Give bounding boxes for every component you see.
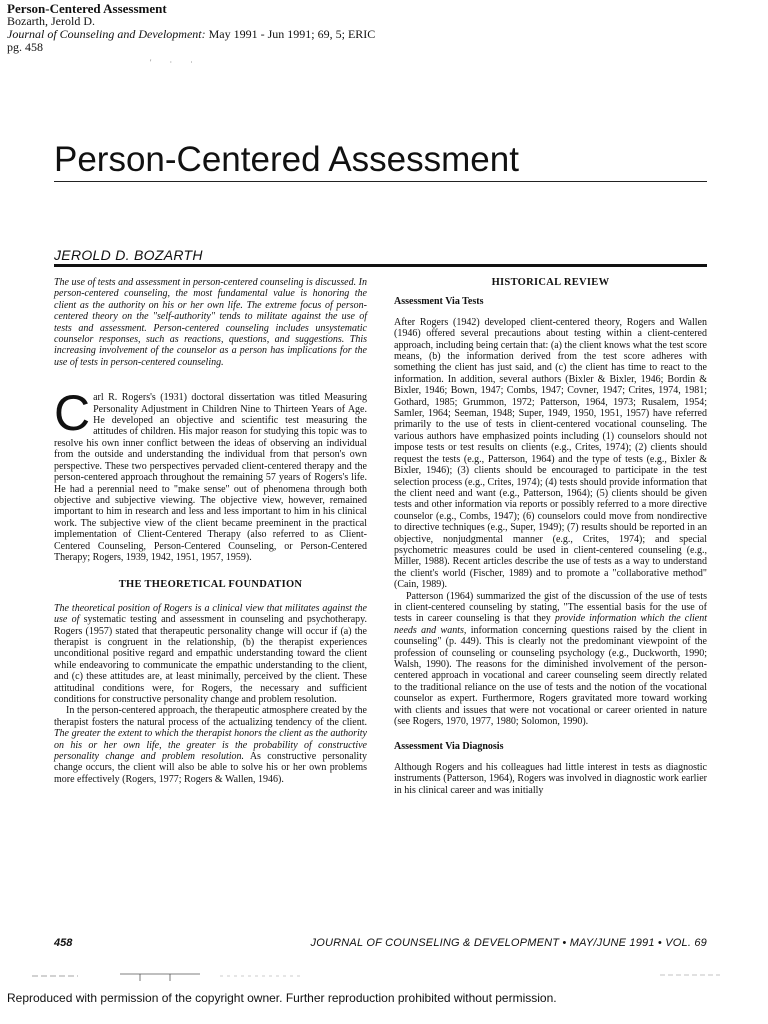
section-heading-history: HISTORICAL REVIEW [491,277,610,288]
subheading-tests: Assessment Via Tests [394,296,484,308]
citation-source [7,28,375,41]
article-author: JEROLD D. BOZARTH [54,247,203,263]
tests-p2-start: Patterson (1964) summarized the gist of the discussion of the use of tests in client-centered counseling by stating, "The essential basis for the use of tests in career counseling is that they [394,590,707,625]
intro-text: arl R. Rogers's (1931) doctoral dissertation was titled Measuring Personality Adjustment in Children Nine to Thirteen Years of Age. He developed an objective and scientific test measuring the attitudes of children. His major reason for studying this topic was to resolve his own inner conflict between the ideas of observing an individual from the outside and understanding the individual from that person's own perspective. These two perspectives pervaded client-centered therapy and the person-centered approach throughout the remaining 57 years of Rogers's life. He had a perennial need to "make sense" out of phenomena through both objective and subjective viewing. The objective view, however, remained important to him in research and less and less important to him in his clinical work. The subjective view of the client became preeminent in the practical implementation of Client-Centered Therapy (also referred to as Client-Centered Counseling, Person-Centered Counseling, or Person-Centered Therapy; Rogers, 1939, 1942, 1951, 1957, 1959). [54,392,367,563]
drop-cap: C [54,385,91,442]
diagnosis-paragraph-1: Although Rogers and his colleagues had little interest in tests as diagnostic instruments (Patterson, 1964), Rogers was involved in diagnostic work earlier in his clinical career and was initially [394,761,707,796]
author-rule [54,264,707,267]
theory-p2-italic: The greater the extent to which the therapist honors the client as the authority on his or her own life, the greater is the probability of constructive personality change and problem resolution. [54,728,367,763]
abstract: The use of tests and assessment in person-centered counseling is discussed. In person-centered counseling, the most fundamental value is honoring the client as the authority on his or her own life. The extreme focus of person-centered theory on the "self-authority" tends to militate against the use of tests and assessment. Person-centered counseling includes unsystematic counselor responses, such as reactions, questions, and suggestions. This increasing involvement of the counselor as a person has implications for the use of tests in person-centered counseling. [54,277,367,368]
intro-paragraph [54,385,367,563]
tests-paragraph-1: After Rogers (1942) developed client-centered theory, Rogers and Wallen (1946) offered several precautions about testing within a client-centered approach, including being certain that: (a) the client knows what the test score means, (b) the information derived from the test score adheres with something the client has just said, and (c) the client has time to react to the information. In addition, several authors (Bixler & Bixler, 1946; Bordin & Bixler, 1946; Bown, 1947; Combs, 1947; Covner, 1947; Crites, 1974, 1981; Gothard, 1985; Grummon, 1972; Patterson, 1964, 1973; Rusalem, 1954; Samler, 1964; Seeman, 1948; Super, 1949, 1950, 1951, 1957) have referred primarily to the use of tests in client-centered vocational counseling. The various authors have emphasized points including (1) counselors should not impose tests or test results on clients (e.g., Crites, 1974); (2) clients should request the tests (e.g., Patterson, 1964) and the type of tests (e.g., Bixler & Bixler, 1946); (3) clients should be encouraged to participate in the test selection process (e.g., Crites, 1974); (4) tests should provide information that the client need and want (e.g., Patterson, 1964); (5) clients should be given tests and other information via reports or possibly referred to a more directive counselor (e.g., Combs, 1947); (6) counselors could move from nondirective to directive techniques (e.g., Super, 1949); (7) results should be reported in an objective, nonjudgmental manner (e.g., Crites, 1974); and special psychometric measures could be used in client-centered counseling (e.g., Miller, 1988). Recent articles describe the use of tests as a way to understand the client's world (Fischer, 1989) and to promote a "collaborative method" (Cain, 1989). [394,316,707,591]
tests-p2-end: information concerning questions raised by the client in counseling" (p. 449). This is clearly not the predominant viewpoint of the profession of counseling or counseling psychology (e.g., Duckworth, 1990; Walsh, 1990). The reasons for the diminished involvement of the person-centered approach in vocational and career counseling seem directly related to the traditional reliance on the use of tests and the notion of the vocational counselor as expert. Furthermore, Rogers gravitated more toward working with clients and issues that were not vocational or career oriented in nature (see Rogers, 1970, 1977, 1980; Solomon, 1990). [394,624,708,728]
citation-page: pg. 458 [7,40,43,54]
citation-title: Person-Centered Assessment [7,1,167,16]
scan-artifact-lines [20,970,748,982]
left-column [54,277,367,785]
citation-author: Bozarth, Jerold D. [7,14,95,28]
title-rule [54,181,707,182]
tests-paragraph-2 [394,591,707,728]
theory-p1-italic: The theoretical position of Rogers is a clinical view that militates against the use of [54,602,367,626]
theory-p2-end: As constructive personality change occurs, the client will also be able to solve his or her own problems more effectively (Rogers, 1977; Rogers & Wallen, 1946). [54,751,367,785]
citation-details: May 1991 - Jun 1991; 69, 5; ERIC [205,27,376,41]
subheading-diagnosis: Assessment Via Diagnosis [394,741,504,753]
right-column [394,277,707,796]
theory-paragraph-1 [54,603,367,706]
section-heading-theory: THE THEORETICAL FOUNDATION [118,579,303,591]
article-title: Person-Centered Assessment [54,140,519,179]
footer-journal-line: JOURNAL OF COUNSELING & DEVELOPMENT • MAY/JUNE 1991 • VOL. 69 [310,937,707,949]
citation-block [7,2,375,54]
tests-p2-italic: provide information which the client needs and wants, [394,613,707,636]
theory-p1-text: systematic testing and assessment in counseling and psychotherapy. Rogers (1957) stated that therapeutic personality change will occur if (a) the therapist is congruent in the relationship, (b) the therapist experiences unconditional positive regard and empathic understanding toward the client while endeavoring to communicate the empathic understanding to the client, and (c) these attitudes are, at least minimally, perceived by the client. These attitudinal conditions were, for Rogers, the necessary and sufficient conditions for constructive personality change and problem resolution. [54,614,368,705]
theory-p2-start: In the person-centered approach, the therapeutic atmosphere created by the therapist fosters the natural process of the actualizing tendency of the client. [54,705,367,728]
scan-specks: ' · · [150,58,201,67]
reproduction-notice: Reproduced with permission of the copyright owner. Further reproduction prohibited without permission. [7,991,557,1005]
footer-page-number: 458 [54,937,73,949]
theory-paragraph-2 [54,705,367,785]
citation-journal: Journal of Counseling and Development: [7,27,206,41]
